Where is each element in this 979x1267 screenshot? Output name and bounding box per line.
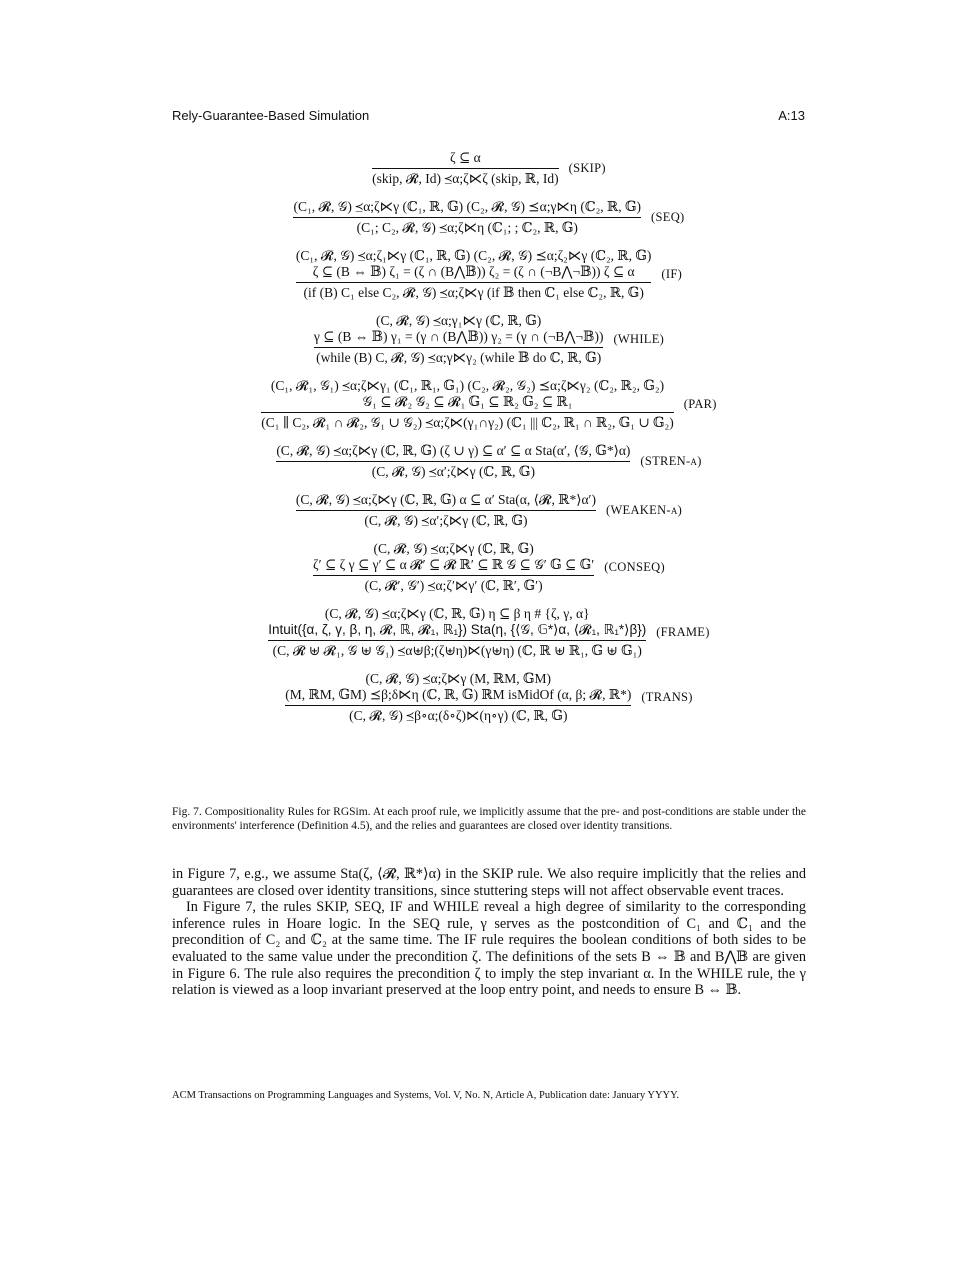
rule-name: (WEAKEN-α) — [605, 503, 683, 517]
rule-trans — [172, 671, 806, 724]
rule-conseq — [172, 541, 806, 594]
rule-name: (CONSEQ) — [604, 560, 665, 574]
rule-premise: ζ ⊆ (B ⇔ 𝔹) ζ₁ = (ζ ∩ (B⋀𝔹)) ζ₂ = (ζ ∩ (¬B⋀¬𝔹)) ζ ⊆ α — [312, 264, 635, 279]
rule-premise: 𝒢₁ ⊆ 𝓡₂ 𝒢₂ ⊆ 𝓡₁ 𝔾₁ ⊆ ℝ₂ 𝔾₂ ⊆ ℝ₁ — [362, 394, 573, 409]
rule-frame — [172, 606, 806, 659]
inference-rules — [172, 150, 806, 736]
rule-name: (FRAME) — [656, 625, 710, 639]
rule-weaken-alpha — [172, 492, 806, 529]
rule-name: (SKIP) — [568, 161, 606, 175]
rule-par — [172, 378, 806, 431]
rule-premise: (C₁, 𝓡, 𝒢) ⪯α;ζ⋉γ (ℂ₁, ℝ, 𝔾) (C₂, 𝓡, 𝒢) ⪯α;γ⋉η (ℂ₂, ℝ, 𝔾) — [293, 199, 642, 214]
rule-premise: Intuit({α, ζ, γ, β, η, 𝓡, ℝ, 𝓡₁, ℝ₁}) Sta(η, {⟨𝒢, 𝔾*⟩α, ⟨𝓡₁, ℝ₁*⟩β}) — [268, 622, 647, 637]
rule-premise: (C₁, 𝓡, 𝒢) ⪯α;ζ₁⋉γ (ℂ₁, ℝ, 𝔾) (C₂, 𝓡, 𝒢) ⪯α;ζ₂⋉γ (ℂ₂, ℝ, 𝔾) — [295, 248, 652, 263]
rule-if — [172, 248, 806, 301]
rule-conclusion: (C, 𝓡, 𝒢) ⪯α′;ζ⋉γ (ℂ, ℝ, 𝔾) — [371, 464, 535, 479]
inference-bar — [268, 640, 646, 641]
rule-premise: (C, 𝓡, 𝒢) ⪯α;ζ⋉γ (ℂ, ℝ, 𝔾) — [373, 541, 534, 556]
rule-premise: ζ ⊆ α — [450, 150, 481, 165]
rule-skip — [172, 150, 806, 187]
rule-premise: (C₁, 𝓡₁, 𝒢₁) ⪯α;ζ⋉γ₁ (ℂ₁, ℝ₁, 𝔾₁) (C₂, 𝓡₂, 𝒢₂) ⪯α;ζ⋉γ₂ (ℂ₂, ℝ₂, 𝔾₂) — [270, 378, 665, 393]
rule-conclusion: (if (B) C₁ else C₂, 𝓡, 𝒢) ⪯α;ζ⋉γ (if 𝔹 then ℂ₁ else ℂ₂, ℝ, 𝔾) — [303, 285, 644, 300]
rule-name: (WHILE) — [613, 332, 665, 346]
rule-conclusion: (C, 𝓡, 𝒢) ⪯β∘α;(δ∘ζ)⋉(η∘γ) (ℂ, ℝ, 𝔾) — [349, 708, 568, 723]
paragraph: In Figure 7, the rules SKIP, SEQ, IF and WHILE reveal a high degree of similarity to the corresponding inference rules in Hoare logic. In the SEQ rule, γ serves as the postcondition of C₁ and ℂ₁ and the precondition of C₂ and ℂ₂ at the same time. The IF rule requires the boolean conditions of both sides to be evaluated to the same value under the precondition ζ. The definitions of the sets B ⇔ 𝔹 and B⋀𝔹 are given in Figure 6. The rule also requires the precondition ζ to imply the step invariant α. In the WHILE rule, the γ relation is viewed as a loop invariant preserved at the loop entry point, and needs to ensure B ⇔ 𝔹. — [172, 899, 806, 999]
page-number: A:13 — [778, 108, 805, 123]
page-footer: ACM Transactions on Programming Languages and Systems, Vol. V, No. N, Article A, Publication date: January YYYY. — [172, 1090, 679, 1101]
rule-conclusion: (C₁; C₂, 𝓡, 𝒢) ⪯α;ζ⋉η (ℂ₁; ; ℂ₂, ℝ, 𝔾) — [356, 220, 578, 235]
running-title: Rely-Guarantee-Based Simulation — [172, 108, 370, 123]
figure-caption: Fig. 7. Compositionality Rules for RGSim. At each proof rule, we implicitly assume that the pre- and post-conditions are stable under the environments' interference (Definition 4.5), and the relies and guarantees are closed over identity transitions. — [172, 806, 806, 832]
rule-seq — [172, 199, 806, 236]
rule-name: (IF) — [661, 267, 683, 281]
inference-bar — [293, 217, 641, 218]
rule-name: (PAR) — [683, 397, 717, 411]
rule-while — [172, 313, 806, 366]
rule-conclusion: (C₁ ∥ C₂, 𝓡₁ ∩ 𝓡₂, 𝒢₁ ∪ 𝒢₂) ⪯α;ζ⋉(γ₁∩γ₂) (ℂ₁ ||| ℂ₂, ℝ₁ ∩ ℝ₂, 𝔾₁ ∪ 𝔾₂) — [261, 415, 674, 430]
inference-bar — [276, 461, 630, 462]
rule-conclusion: (C, 𝓡′, 𝒢′) ⪯α;ζ′⋉γ′ (ℂ, ℝ′, 𝔾′) — [364, 578, 543, 593]
inference-bar — [296, 510, 596, 511]
rule-conclusion: (C, 𝓡 ⊎ 𝓡₁, 𝒢 ⊎ 𝒢₁) ⪯α⊎β;(ζ⊎η)⋉(γ⊎η) (ℂ, ℝ ⊎ ℝ₁, 𝔾 ⊎ 𝔾₁) — [272, 643, 642, 658]
rule-name: (SEQ) — [651, 210, 685, 224]
body-text — [172, 866, 806, 999]
rule-conclusion: (skip, 𝓡, Id) ⪯α;ζ⋉ζ (skip, ℝ, Id) — [372, 171, 559, 186]
rule-premise: (M, ℝM, 𝔾M) ⪯β;δ⋉η (ℂ, ℝ, 𝔾) ℝM isMidOf (α, β; 𝓡, ℝ*) — [285, 687, 632, 702]
inference-bar — [313, 575, 594, 576]
paragraph: in Figure 7, e.g., we assume Sta(ζ, ⟨𝓡, ℝ*⟩α) in the SKIP rule. We also require implicitly that the relies and guarantees are closed over identity transitions, since stuttering steps will not affect observable event traces. — [172, 866, 806, 899]
rule-name: (STREN-α) — [640, 454, 702, 468]
rule-conclusion: (C, 𝓡, 𝒢) ⪯α′;ζ⋉γ (ℂ, ℝ, 𝔾) — [364, 513, 528, 528]
rule-premise: (C, 𝓡, 𝒢) ⪯α;ζ⋉γ (ℂ, ℝ, 𝔾) α ⊆ α′ Sta(α, ⟨𝓡, ℝ*⟩α′) — [295, 492, 596, 507]
rule-premise: γ ⊆ (B ⇔ 𝔹) γ₁ = (γ ∩ (B⋀𝔹)) γ₂ = (γ ∩ (¬B⋀¬𝔹)) — [313, 329, 604, 344]
inference-bar — [296, 282, 652, 283]
inference-bar — [314, 347, 604, 348]
rule-premise: (C, 𝓡, 𝒢) ⪯α;γ₁⋉γ (ℂ, ℝ, 𝔾) — [375, 313, 542, 328]
inference-bar — [261, 412, 674, 413]
rule-premise: (C, 𝓡, 𝒢) ⪯α;ζ⋉γ (M, ℝM, 𝔾M) — [365, 671, 552, 686]
rule-stren-alpha — [172, 443, 806, 480]
rule-premise: (C, 𝓡, 𝒢) ⪯α;ζ⋉γ (ℂ, ℝ, 𝔾) (ζ ∪ γ) ⊆ α′ ⊆ α Sta(α′, ⟨𝒢, 𝔾*⟩α) — [276, 443, 631, 458]
rule-name: (TRANS) — [641, 690, 693, 704]
inference-bar — [285, 705, 631, 706]
rule-conclusion: (while (B) C, 𝓡, 𝒢) ⪯α;γ⋉γ₂ (while 𝔹 do ℂ, ℝ, 𝔾) — [316, 350, 602, 365]
inference-bar — [372, 168, 558, 169]
rule-premise: ζ′ ⊆ ζ γ ⊆ γ′ ⊆ α 𝓡′ ⊆ 𝓡 ℝ′ ⊆ ℝ 𝒢 ⊆ 𝒢′ 𝔾 ⊆ 𝔾′ — [313, 557, 595, 572]
rule-premise: (C, 𝓡, 𝒢) ⪯α;ζ⋉γ (ℂ, ℝ, 𝔾) η ⊆ β η # {ζ, γ, α} — [324, 606, 590, 621]
